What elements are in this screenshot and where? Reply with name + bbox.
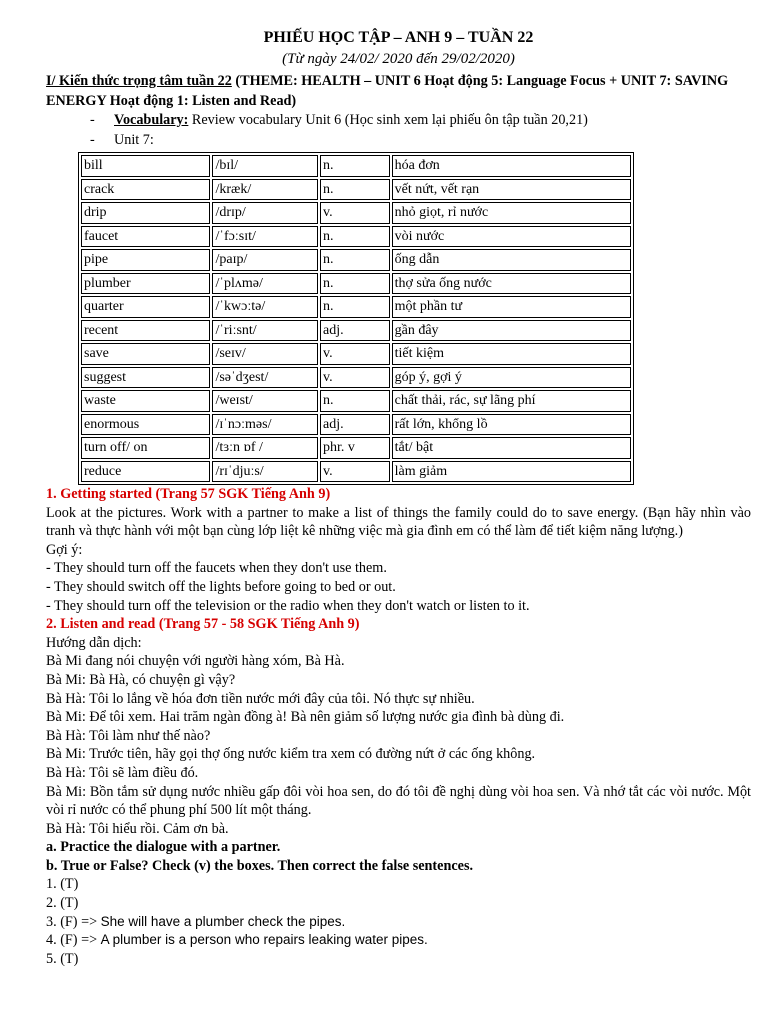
vocab-pronunciation: /ˈkwɔːtə/ bbox=[212, 296, 318, 318]
answer-item bbox=[46, 894, 751, 913]
vocab-meaning: vết nứt, vết rạn bbox=[392, 179, 631, 201]
table-row bbox=[81, 390, 631, 412]
vocab-pronunciation: /ɪˈnɔːməs/ bbox=[212, 414, 318, 436]
vocabulary-text: Review vocabulary Unit 6 (Học sinh xem lại phiếu ôn tập tuần 20,21) bbox=[188, 112, 588, 128]
vocabulary-bullet bbox=[46, 111, 751, 131]
vocab-meaning: chất thải, rác, sự lãng phí bbox=[392, 390, 631, 412]
translation-guide-label: Hướng dẫn dịch: bbox=[46, 634, 142, 651]
vocab-part-of-speech: phr. v bbox=[320, 437, 390, 459]
vocab-meaning: rất lớn, khổng lồ bbox=[392, 414, 631, 436]
getting-started-heading: 1. Getting started (Trang 57 SGK Tiếng Anh 9) bbox=[46, 486, 331, 502]
vocab-word: bill bbox=[81, 155, 210, 177]
vocab-part-of-speech: v. bbox=[320, 461, 390, 483]
vocab-part-of-speech: n. bbox=[320, 155, 390, 177]
page-title: PHIẾU HỌC TẬP – ANH 9 – TUẦN 22 bbox=[263, 29, 534, 46]
vocab-meaning: vòi nước bbox=[392, 226, 631, 248]
vocab-word: plumber bbox=[81, 273, 210, 295]
vocab-part-of-speech: adj. bbox=[320, 320, 390, 342]
dialogue-line: Bà Mi: Để tôi xem. Hai trăm ngàn đồng à! Bà nên giảm số lượng nước gia đình bà dùng đi. bbox=[46, 709, 565, 726]
vocab-pronunciation: /kræk/ bbox=[212, 179, 318, 201]
vocab-word: save bbox=[81, 343, 210, 365]
vocab-part-of-speech: n. bbox=[320, 296, 390, 318]
date-range-subtitle: (Từ ngày 24/02/ 2020 đến 29/02/2020) bbox=[282, 51, 515, 67]
table-row bbox=[81, 249, 631, 271]
table-row bbox=[81, 273, 631, 295]
dialogue-line: Bà Mi: Trước tiên, hãy gọi thợ ống nước kiểm tra xem có đường nứt ở các ống không. bbox=[46, 746, 536, 763]
vocab-word: drip bbox=[81, 202, 210, 224]
section-heading bbox=[46, 71, 751, 111]
vocab-word: reduce bbox=[81, 461, 210, 483]
vocab-meaning: góp ý, gợi ý bbox=[392, 367, 631, 389]
vocab-pronunciation: /tɜːn ɒf / bbox=[212, 437, 318, 459]
vocab-meaning: gần đây bbox=[392, 320, 631, 342]
vocab-part-of-speech: n. bbox=[320, 390, 390, 412]
answer-number: 1. (T) bbox=[46, 876, 79, 893]
vocab-word: waste bbox=[81, 390, 210, 412]
vocab-part-of-speech: n. bbox=[320, 273, 390, 295]
bullet-dash: - bbox=[90, 112, 95, 128]
dialogue-line: Bà Hà: Tôi sẽ làm điều đó. bbox=[46, 764, 199, 781]
dialogue-line: Bà Hà: Tôi lo lắng về hóa đơn tiền nước mới đây của tôi. Nó thực sự nhiều. bbox=[46, 690, 475, 707]
vocab-part-of-speech: n. bbox=[320, 249, 390, 271]
vocabulary-table bbox=[78, 152, 634, 485]
task-b-heading: b. True or False? Check (v) the boxes. Then correct the false sentences. bbox=[46, 857, 474, 874]
vocab-word: turn off/ on bbox=[81, 437, 210, 459]
vocab-pronunciation: /seɪv/ bbox=[212, 343, 318, 365]
table-row bbox=[81, 343, 631, 365]
listen-read-heading: 2. Listen and read (Trang 57 - 58 SGK Tiếng Anh 9) bbox=[46, 616, 360, 633]
vocab-part-of-speech: v. bbox=[320, 367, 390, 389]
vocab-pronunciation: /səˈdʒest/ bbox=[212, 367, 318, 389]
vocab-part-of-speech: adj. bbox=[320, 414, 390, 436]
unit7-label: Unit 7: bbox=[114, 131, 154, 148]
hint-item: - They should turn off the television or the radio when they don't watch or listen to it. bbox=[46, 597, 530, 614]
bullet-dash: - bbox=[90, 131, 95, 148]
vocab-meaning: làm giảm bbox=[392, 461, 631, 483]
answer-number: 2. (T) bbox=[46, 895, 79, 912]
table-row bbox=[81, 320, 631, 342]
vocab-meaning: ống dẫn bbox=[392, 249, 631, 271]
vocab-word: quarter bbox=[81, 296, 210, 318]
answer-correction: A plumber is a person who repairs leaking water pipes. bbox=[100, 932, 428, 948]
dialogue-line: Bà Mi: Bà Hà, có chuyện gì vậy? bbox=[46, 671, 236, 688]
answer-item bbox=[46, 950, 751, 969]
hint-item: - They should switch off the lights before going to bed or out. bbox=[46, 578, 396, 595]
vocab-word: recent bbox=[81, 320, 210, 342]
vocab-word: crack bbox=[81, 179, 210, 201]
vocab-pronunciation: /paɪp/ bbox=[212, 249, 318, 271]
section-heading-title: I/ Kiến thức trọng tâm tuần 22 bbox=[46, 73, 232, 89]
vocab-part-of-speech: v. bbox=[320, 343, 390, 365]
table-row bbox=[81, 202, 631, 224]
vocab-word: pipe bbox=[81, 249, 210, 271]
vocab-meaning: tắt/ bật bbox=[392, 437, 631, 459]
answer-correction: She will have a plumber check the pipes. bbox=[100, 913, 346, 929]
hint-item: - They should turn off the faucets when they don't use them. bbox=[46, 560, 387, 577]
vocab-pronunciation: /rɪˈdjuːs/ bbox=[212, 461, 318, 483]
vocab-pronunciation: /weɪst/ bbox=[212, 390, 318, 412]
answer-number: 5. (T) bbox=[46, 950, 79, 967]
dialogue-line: Bà Hà: Tôi hiểu rồi. Cảm ơn bà. bbox=[46, 820, 229, 837]
vocab-word: faucet bbox=[81, 226, 210, 248]
vocab-meaning: nhỏ giọt, rỉ nước bbox=[392, 202, 631, 224]
dialogue-line: Bà Hà: Tôi làm như thế nào? bbox=[46, 727, 211, 744]
answer-number: 3. (F) => bbox=[46, 913, 101, 930]
section-heading-theme: (THEME: HEALTH – UNIT 6 Hoạt động 5: Language Focus + UNIT 7: SAVING ENERGY Hoạt động 1: Listen and Read) bbox=[46, 73, 729, 109]
vocab-meaning: một phần tư bbox=[392, 296, 631, 318]
table-row bbox=[81, 461, 631, 483]
hint-label: Gợi ý: bbox=[46, 541, 83, 558]
vocab-part-of-speech: n. bbox=[320, 179, 390, 201]
vocab-word: enormous bbox=[81, 414, 210, 436]
vocab-meaning: tiết kiệm bbox=[392, 343, 631, 365]
dialogue-line: Bà Mi: Bồn tắm sử dụng nước nhiều gấp đôi vòi hoa sen, do đó tôi đề nghị dùng vòi hoa sen. Và nhớ tắt các vòi nước. Một vòi rỉ nước có thể phung phí 500 lít một tháng. bbox=[46, 783, 751, 819]
vocab-part-of-speech: v. bbox=[320, 202, 390, 224]
answer-number: 4. (F) => bbox=[46, 932, 101, 949]
answers-list bbox=[46, 875, 751, 968]
vocab-pronunciation: /ˈriːsnt/ bbox=[212, 320, 318, 342]
answer-item bbox=[46, 931, 751, 950]
table-row bbox=[81, 367, 631, 389]
vocab-pronunciation: /ˈplʌmə/ bbox=[212, 273, 318, 295]
vocab-meaning: thợ sửa ống nước bbox=[392, 273, 631, 295]
table-row bbox=[81, 226, 631, 248]
vocabulary-label: Vocabulary: bbox=[114, 112, 189, 128]
getting-started-instruction: Look at the pictures. Work with a partner to make a list of things the family could do to save energy. (Bạn hãy nhìn vào tranh và thực hành với một bạn cùng lớp liệt kê những việc mà gia đình em có thể làm để tiết kiệm năng lượng.) bbox=[46, 504, 751, 540]
task-a-heading: a. Practice the dialogue with a partner. bbox=[46, 839, 281, 856]
table-row bbox=[81, 437, 631, 459]
table-row bbox=[81, 296, 631, 318]
vocab-pronunciation: /drɪp/ bbox=[212, 202, 318, 224]
dialogue-line: Bà Mi đang nói chuyện với người hàng xóm, Bà Hà. bbox=[46, 653, 345, 670]
vocab-part-of-speech: n. bbox=[320, 226, 390, 248]
vocab-meaning: hóa đơn bbox=[392, 155, 631, 177]
vocab-pronunciation: /bɪl/ bbox=[212, 155, 318, 177]
vocab-word: suggest bbox=[81, 367, 210, 389]
vocab-pronunciation: /ˈfɔːsɪt/ bbox=[212, 226, 318, 248]
table-row bbox=[81, 414, 631, 436]
table-row bbox=[81, 179, 631, 201]
answer-item bbox=[46, 875, 751, 894]
unit7-bullet bbox=[46, 131, 751, 151]
answer-item bbox=[46, 913, 751, 932]
table-row bbox=[81, 155, 631, 177]
